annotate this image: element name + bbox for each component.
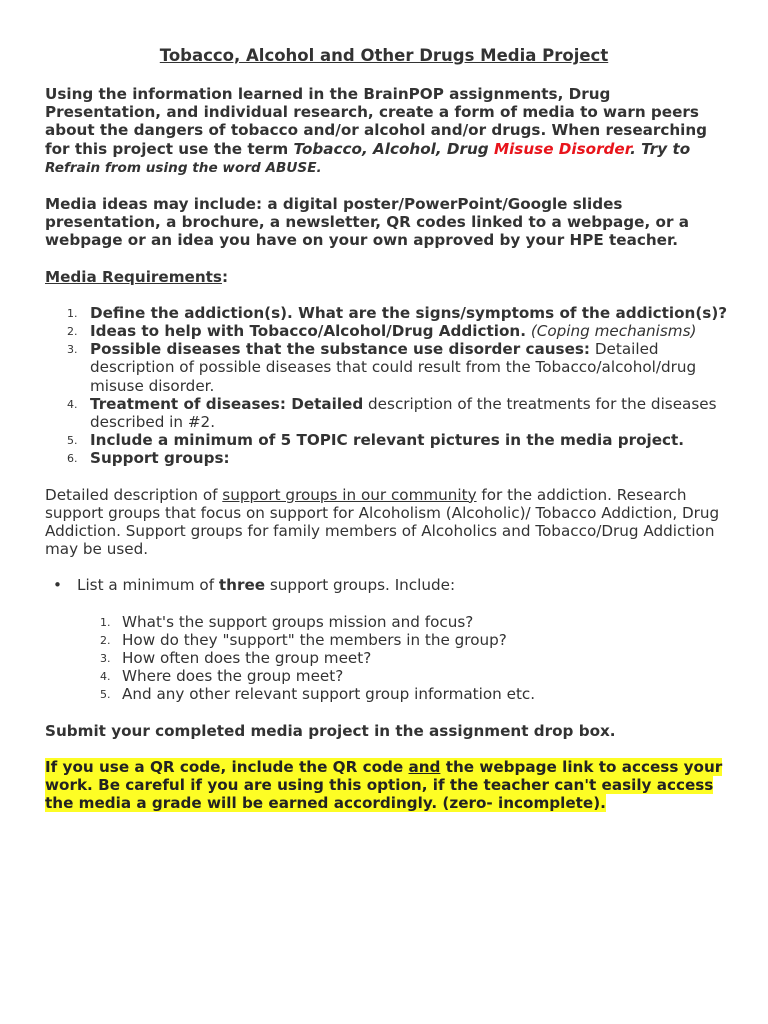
support-paragraph: Detailed description of support groups in our community for the addiction. Research support groups that focus on support for Alcoholism (Alcoholic)/ Tobacco Addiction, Drug Addiction. Support groups for family members of Alcoholics and Tobacco/Drug Addiction may be used. — [45, 485, 720, 559]
document-title: Tobacco, Alcohol and Other Drugs Media Project — [159, 46, 609, 65]
list-item: 5. And any other relevant support group information etc. — [100, 685, 536, 704]
list-item: 6. Support groups: — [67, 449, 230, 468]
media-ideas-paragraph: Media ideas may include: a digital poster/PowerPoint/Google slides presentation, a brochure, a newsletter, QR codes linked to a webpage, or a webpage or an idea you have on your own approved by your HPE teacher. — [45, 195, 689, 250]
bullet-icon: • — [53, 576, 62, 595]
requirements-list — [45, 304, 728, 468]
intro-paragraph — [45, 85, 728, 177]
list-item: 2. How do they "support" the members in the group? — [100, 630, 507, 649]
submit-instruction: Submit your completed media project in the assignment drop box. — [45, 721, 616, 740]
list-item: • List a minimum of three support groups. Include: — [53, 576, 456, 595]
list-item: 1. Define the addiction(s). What are the signs/symptoms of the addiction(s)? — [67, 303, 728, 322]
list-item: 5. Include a minimum of 5 TOPIC relevant pictures in the media project. — [67, 431, 685, 450]
intro-italic-term: Tobacco, Alcohol, Drug — [293, 139, 489, 158]
list-item: 3. Possible diseases that the substance use disorder causes: Detailed description of possible diseases that could result from the Tobacco/alcohol/drug misuse disorder. — [67, 340, 697, 395]
bullet-list — [45, 576, 728, 594]
support-groups-link: support groups in our community — [222, 485, 477, 504]
support-questions-list — [45, 613, 728, 704]
intro-refrain: Refrain from using the word ABUSE. — [45, 159, 322, 176]
intro-try-to: . Try to — [630, 139, 691, 158]
list-item: 4. Where does the group meet? — [100, 667, 344, 686]
intro-text: Using the information learned in the BrainPOP assignments, Drug Presentation, and individual research, create a form of media to warn peers about the dangers of tobacco and/or alcohol and/or drugs. When researching for this project use the term — [45, 85, 708, 158]
intro-red-term: Misuse Disorder — [493, 139, 631, 158]
requirements-heading: Media Requirements: — [45, 267, 229, 286]
document-body — [45, 85, 728, 813]
list-item: 2. Ideas to help with Tobacco/Alcohol/Drug Addiction. (Coping mechanisms) — [67, 322, 697, 341]
list-item: 3. How often does the group meet? — [100, 649, 372, 668]
list-item: 4. Treatment of diseases: Detailed description of the treatments for the diseases described in #2. — [67, 394, 717, 432]
list-item: 1. What's the support groups mission and focus? — [100, 612, 474, 631]
qr-code-note: If you use a QR code, include the QR code and the webpage link to access your work. Be careful if you are using this option, if the teacher can't easily access the media a grade will be earned accordingly. (zero- incomplete). — [45, 757, 723, 813]
